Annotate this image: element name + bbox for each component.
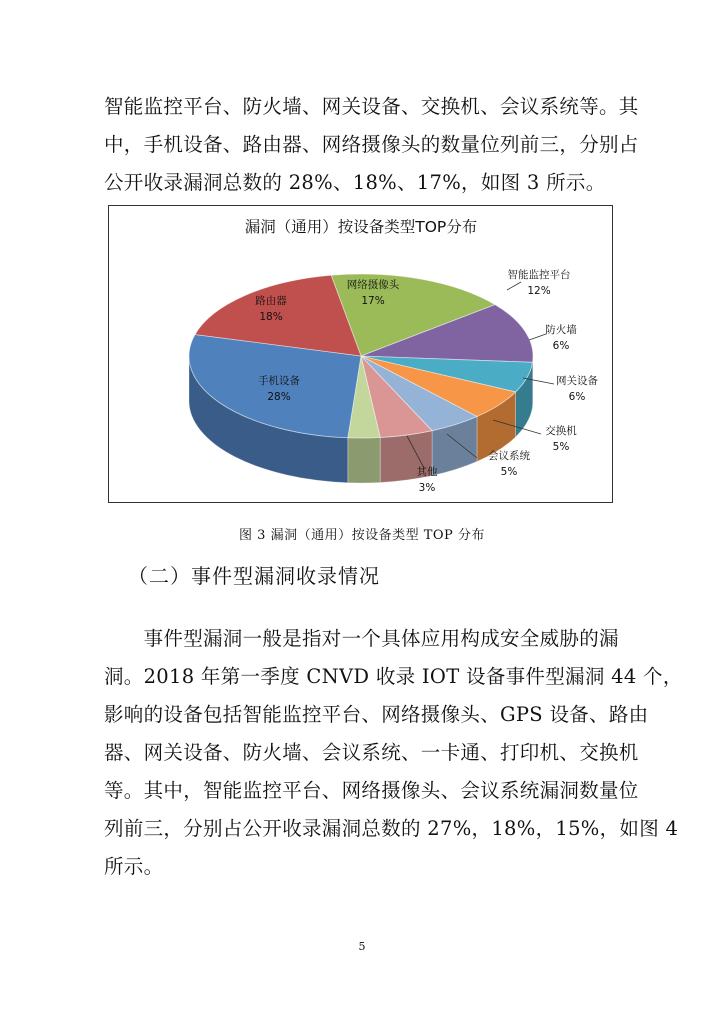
slice-label-value: 18% [259, 311, 283, 323]
slice-label-value: 5% [552, 441, 570, 453]
text-line: 等。其中，智能监控平台、网络摄像头、会议系统漏洞数量位 [104, 779, 639, 802]
slice-label-name: 交换机 [545, 425, 577, 437]
slice-label-name: 其他 [416, 466, 438, 478]
text-line: 中，手机设备、路由器、网络摄像头的数量位列前三，分别占 [104, 133, 639, 156]
slice-label-value: 17% [361, 295, 385, 307]
section-heading: （二）事件型漏洞收录情况 [128, 564, 380, 588]
text-line: 事件型漏洞一般是指对一个具体应用构成安全威胁的漏 [104, 627, 619, 650]
pie-slice-side [348, 437, 380, 483]
leader-line [529, 334, 546, 340]
text-line: 智能监控平台、防火墙、网关设备、交换机、会议系统等。其 [104, 95, 639, 118]
slice-label-value: 5% [500, 466, 518, 478]
text-line: 洞。2018 年第一季度 CNVD 收录 IOT 设备事件型漏洞 44 个， [104, 665, 683, 688]
body-paragraph [104, 620, 683, 886]
slice-label-name: 智能监控平台 [507, 269, 571, 281]
slice-label-value: 3% [418, 482, 436, 494]
text-line: 器、网关设备、防火墙、会议系统、一卡通、打印机、交换机 [104, 741, 639, 764]
slice-label-value: 6% [552, 340, 570, 352]
slice-label-value: 6% [568, 391, 586, 403]
slice-label-value: 28% [267, 391, 291, 403]
intro-paragraph [104, 88, 639, 202]
slice-label-name: 会议系统 [488, 450, 530, 462]
slice-label-name: 手机设备 [258, 375, 300, 387]
slice-label-name: 防火墙 [545, 324, 577, 336]
pie-chart [108, 205, 613, 503]
slice-label-name: 路由器 [255, 295, 287, 307]
slice-label-value: 12% [527, 285, 551, 297]
page-number: 5 [358, 940, 366, 953]
slice-label-name: 网关设备 [556, 375, 598, 387]
text-line: 公开收录漏洞总数的 28%、18%、17%，如图 3 所示。 [104, 171, 606, 194]
figure-caption: 图 3 漏洞（通用）按设备类型 TOP 分布 [239, 528, 485, 543]
text-line: 所示。 [104, 855, 164, 878]
text-line: 列前三，分别占公开收录漏洞总数的 27%，18%，15%，如图 4 [104, 817, 679, 840]
chart-title: 漏洞（通用）按设备类型TOP分布 [244, 218, 478, 236]
text-line: 影响的设备包括智能监控平台、网络摄像头、GPS 设备、路由 [104, 703, 649, 726]
pie-chart-svg [109, 206, 614, 504]
leader-line [507, 282, 521, 290]
slice-label-name: 网络摄像头 [346, 279, 400, 291]
